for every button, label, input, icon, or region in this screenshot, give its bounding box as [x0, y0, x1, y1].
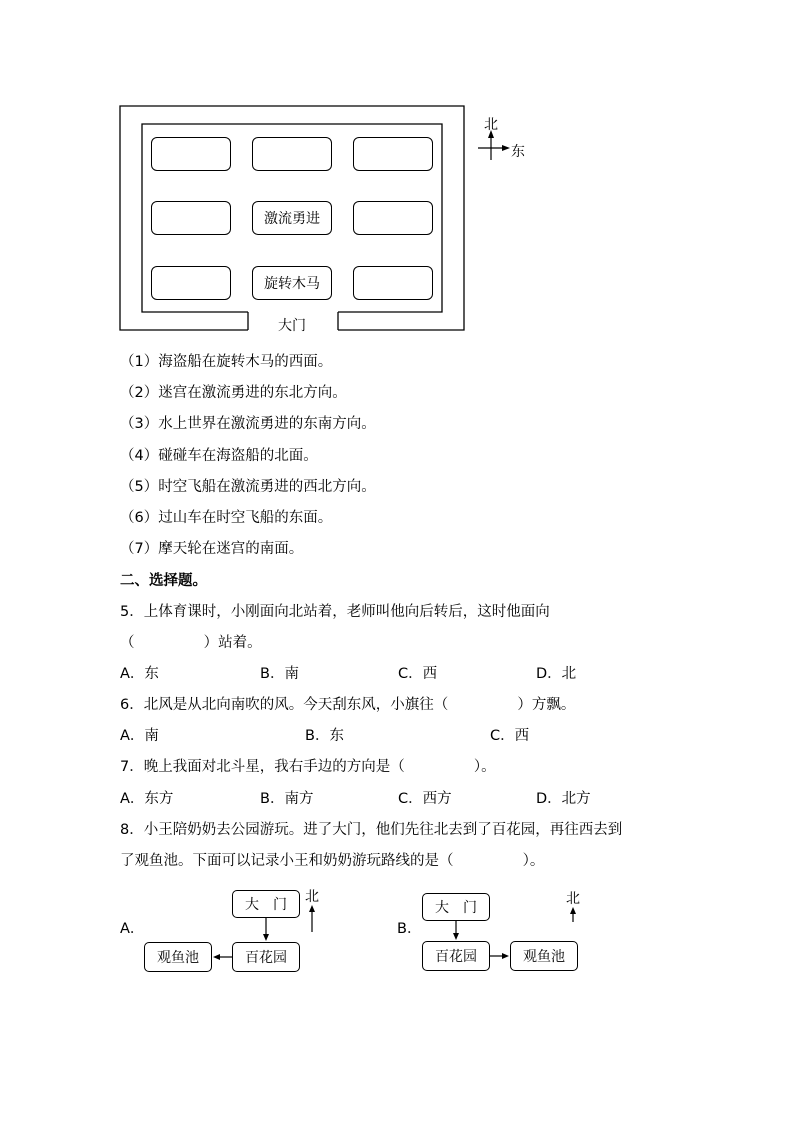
statement-6: （6）过山车在时空飞船的东面。: [120, 510, 333, 526]
q8a-north-label: 北: [305, 889, 319, 905]
q8b-gate-box: 大 门: [422, 893, 490, 921]
q6-option-b: B．东: [305, 728, 344, 744]
q5-option-a: A．东: [120, 666, 159, 682]
q7-option-c: C．西方: [398, 791, 452, 807]
q5-line1: 5．上体育课时，小刚面向北站着，老师叫他向后转后，这时他面向: [120, 604, 550, 620]
section-title: 二、选择题。: [120, 573, 207, 589]
gate-label: 大门: [278, 318, 306, 334]
statement-4: （4）碰碰车在海盗船的北面。: [120, 448, 318, 464]
q7-option-b: B．南方: [260, 791, 314, 807]
q8b-pond-box: 观鱼池: [510, 941, 578, 971]
statement-7: （7）摩天轮在迷宫的南面。: [120, 541, 304, 557]
q8-option-a-label: A．: [120, 921, 145, 937]
q8b-garden-box: 百花园: [422, 941, 490, 971]
q5-option-d: D．北: [536, 666, 577, 682]
q8b-north-label: 北: [566, 891, 580, 907]
statement-1: （1）海盗船在旋转木马的西面。: [120, 354, 333, 370]
q5-option-c: C．西: [398, 666, 438, 682]
q6-option-c: C．西: [490, 728, 530, 744]
q7-option-d: D．北方: [536, 791, 591, 807]
q8-line2: 了观鱼池。下面可以记录小王和奶奶游玩路线的是（ ）。: [120, 853, 545, 869]
map-box-carousel: 旋转木马: [252, 266, 332, 300]
q7-line1: 7．晚上我面对北斗星，我右手边的方向是（ ）。: [120, 759, 496, 775]
compass-north-label: 北: [484, 117, 498, 133]
q8-line1: 8．小王陪奶奶去公园游玩。进了大门，他们先往北去到了百花园，再往西去到: [120, 822, 623, 838]
statement-3: （3）水上世界在激流勇进的东南方向。: [120, 416, 376, 432]
statement-5: （5）时空飞船在激流勇进的西北方向。: [120, 479, 376, 495]
q7-option-a: A．东方: [120, 791, 174, 807]
q8a-pond-box: 观鱼池: [144, 942, 212, 972]
compass-east-label: 东: [511, 144, 525, 160]
q5-option-b: B．南: [260, 666, 299, 682]
q5-line2: （ ）站着。: [120, 635, 262, 651]
map-box-rapids: 激流勇进: [252, 201, 332, 235]
q6-line1: 6．北风是从北向南吹的风。今天刮东风，小旗往（ ）方飘。: [120, 697, 576, 713]
q8a-garden-box: 百花园: [232, 942, 300, 972]
q6-option-a: A．南: [120, 728, 159, 744]
q8-option-b-label: B．: [397, 921, 422, 937]
q8a-gate-box: 大 门: [232, 890, 300, 918]
statement-2: （2）迷宫在激流勇进的东北方向。: [120, 385, 347, 401]
